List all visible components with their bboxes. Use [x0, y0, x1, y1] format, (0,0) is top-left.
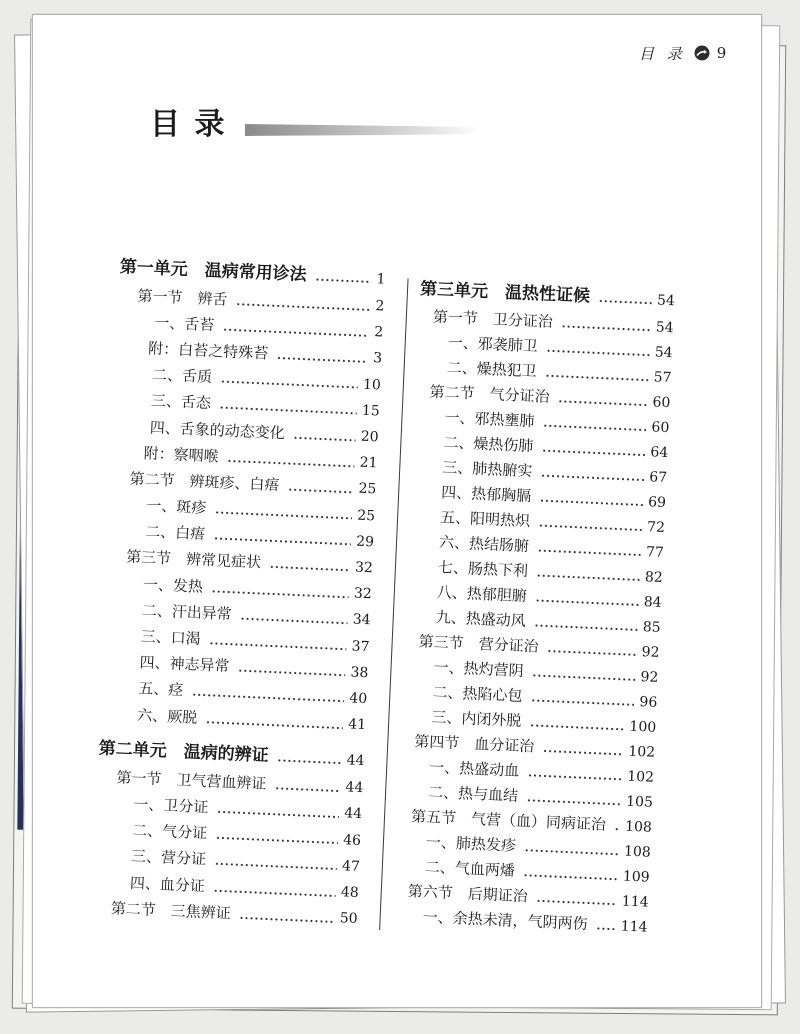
dot-leader: [534, 623, 637, 631]
toc-entry-title: 一、余热未清，气阴两伤: [422, 907, 588, 934]
toc-page-number: 114: [621, 893, 649, 911]
toc-entry-title: 一、发热: [142, 574, 204, 596]
dot-leader: [525, 848, 619, 856]
toc-entry-title: 第六节 后期证治: [407, 882, 529, 906]
toc-entry-title: 一、肺热发疹: [425, 832, 517, 855]
dot-leader: [277, 759, 341, 766]
toc-entry-title: 三、舌态: [150, 391, 212, 413]
dot-leader: [546, 349, 649, 357]
toc-entry-title: 二、白痦: [144, 522, 206, 544]
toc-entry-title: 第三节 辨常见症状: [125, 548, 262, 572]
toc-entry-title: 附：察咽喉: [143, 443, 220, 466]
toc-entry-title: 第二节 气分证治: [429, 382, 550, 406]
dot-leader: [558, 399, 647, 407]
dot-leader: [547, 649, 636, 657]
toc-page-number: 37: [351, 638, 370, 655]
toc-entry-title: 三、口渴: [140, 627, 202, 648]
toc-entry-title: 附：白苔之特殊苔: [147, 339, 269, 363]
toc-entry-title: 第一节 卫气营血辨证: [116, 768, 267, 793]
toc-page-number: 44: [346, 752, 365, 769]
toc-entry-title: 一、斑疹: [146, 496, 207, 518]
dot-leader: [223, 327, 369, 337]
toc-page-number: 2: [375, 298, 385, 315]
toc-entry-title: 一、热灼营阴: [433, 658, 524, 680]
toc-entry-title: 二、热与血结: [427, 782, 519, 805]
running-header: [639, 42, 726, 64]
dot-leader: [532, 673, 635, 681]
toc-page-number: 92: [641, 643, 660, 661]
toc-left-column: [91, 253, 386, 932]
toc-page-number: 67: [648, 468, 668, 486]
running-header-label: 目 录: [639, 44, 686, 63]
toc-page-number: 20: [360, 428, 379, 446]
toc-entry-title: 第三节 营分证治: [418, 632, 540, 656]
toc-entry-title: 四、神志异常: [139, 653, 230, 676]
toc-entry-title: 四、热郁胸膈: [440, 483, 532, 506]
toc-page-number: 32: [353, 585, 373, 603]
dot-leader: [540, 499, 643, 507]
dot-leader: [215, 510, 352, 520]
table-of-contents: [91, 257, 679, 946]
toc-page-number: 41: [347, 716, 367, 734]
toc-page-number: 25: [357, 507, 376, 524]
toc-page-number: 60: [652, 393, 671, 411]
dot-leader: [543, 424, 646, 432]
toc-entry-title: 第一节 卫分证治: [432, 307, 554, 331]
toc-page-number: 84: [643, 593, 663, 611]
dot-leader: [315, 278, 371, 284]
toc-entry-title: 二、汗出异常: [141, 601, 233, 624]
toc-page-number: 50: [339, 910, 358, 928]
dot-leader: [220, 406, 357, 416]
toc-entry-title: 一、邪袭肺卫: [447, 333, 539, 356]
toc-entry-title: 七、肠热下利: [437, 558, 529, 581]
dot-leader: [212, 589, 349, 599]
dot-leader: [206, 720, 343, 730]
toc-entry-title: 三、肺热腑实: [441, 458, 533, 481]
dot-leader: [596, 926, 615, 931]
dot-leader: [541, 474, 644, 482]
toc-entry-title: 三、营分证: [130, 847, 207, 869]
toc-page-number: 54: [656, 291, 676, 309]
toc-page-number: 77: [645, 543, 665, 561]
dot-leader: [527, 798, 621, 806]
toc-page-number: 69: [647, 493, 667, 511]
dot-leader: [215, 862, 337, 871]
dot-leader: [236, 302, 370, 312]
dot-leader: [216, 836, 338, 845]
toc-entry-title: 三、内闭外脱: [431, 708, 522, 730]
title-decoration-bar: [245, 124, 480, 136]
toc-entry-title: 一、热盛动血: [428, 757, 520, 780]
toc-entry-title: 一、舌苔: [154, 313, 215, 334]
dot-leader: [238, 669, 345, 678]
dot-leader: [217, 810, 339, 819]
toc-page-number: 1: [376, 270, 386, 288]
toc-entry-title: 二、热陷心包: [432, 683, 523, 705]
toc-entry-title: 九、热盛动风: [435, 608, 527, 631]
toc-page-number: 10: [362, 376, 382, 394]
dot-leader: [539, 524, 642, 532]
toc-entry-title: 第一节 辨舌: [137, 286, 228, 309]
toc-entry-title: 第一单元 温病常用诊法: [119, 257, 308, 286]
toc-entry-title: 第四节 血分证治: [413, 732, 535, 756]
dot-leader: [209, 641, 346, 651]
toc-page-number: 100: [629, 718, 657, 736]
dot-leader: [192, 693, 344, 704]
dot-leader: [528, 773, 622, 781]
toc-entry-title: 二、舌质: [151, 365, 213, 387]
toc-page-number: 44: [343, 805, 363, 823]
toc-page-number: 102: [628, 743, 656, 761]
toc-entry-title: 第三单元 温热性证候: [419, 279, 591, 307]
toc-page-number: 29: [355, 533, 375, 551]
toc-page-number: 96: [639, 693, 658, 711]
toc-page-number: 15: [361, 402, 381, 420]
toc-page-number: 82: [644, 568, 664, 586]
toc-page-number: 108: [624, 818, 653, 836]
toc-page-number: 21: [359, 454, 378, 472]
toc-entry-title: 五、痉: [138, 679, 184, 700]
toc-page-number: 47: [341, 858, 361, 875]
toc-entry-title: 四、血分证: [129, 873, 206, 895]
toc-page-number: 114: [620, 917, 648, 936]
toc-entry-title: 二、燥热犯卫: [446, 358, 538, 381]
dot-leader: [537, 573, 640, 581]
dot-leader: [538, 549, 641, 557]
page-number: 9: [716, 44, 727, 62]
toc-entry-title: 六、热结肠腑: [438, 533, 530, 556]
toc-entry-title: 第二节 三焦辨证: [110, 898, 232, 923]
toc-page-number: 72: [646, 518, 666, 536]
toc-entry-title: 第二单元 温病的辨证: [98, 738, 270, 767]
toc-page-number: 102: [626, 768, 655, 786]
toc-right-column: [392, 275, 675, 940]
dot-leader: [240, 616, 347, 625]
toc-entry-title: 八、热郁胆腑: [436, 583, 528, 606]
toc-page-number: 3: [372, 350, 383, 367]
toc-page-number: 40: [349, 690, 368, 708]
toc-page-number: 32: [354, 559, 374, 577]
dot-leader: [543, 749, 623, 756]
dot-leader: [227, 459, 354, 469]
dot-leader: [288, 487, 353, 494]
toc-page-number: 44: [345, 779, 364, 797]
toc-entry-title: 二、气分证: [131, 821, 208, 843]
toc-page-number: 34: [352, 611, 371, 629]
dot-leader: [536, 899, 616, 906]
toc-page-number: 57: [653, 368, 672, 386]
dot-leader: [239, 916, 334, 924]
toc-page-number: 48: [340, 884, 360, 902]
dot-leader: [293, 435, 355, 442]
dot-leader: [221, 380, 358, 390]
toc-entry-title: 二、气血两燔: [424, 857, 516, 880]
dot-leader: [277, 356, 368, 364]
toc-page-number: 46: [342, 831, 362, 849]
toc-entry-title: 第五节 气营（血）同病证治: [410, 807, 607, 834]
dot-leader: [545, 374, 648, 382]
toc-page-number: 64: [650, 443, 669, 461]
toc-page-number: 109: [622, 868, 651, 886]
dot-leader: [214, 537, 351, 547]
toc-page-number: 54: [654, 343, 673, 361]
dot-leader: [536, 598, 639, 606]
toc-page-number: 25: [358, 481, 377, 498]
dot-leader: [615, 827, 620, 831]
toc-entry-title: 一、卫分证: [132, 795, 209, 817]
dot-leader: [542, 449, 645, 457]
toc-page-number: 108: [623, 843, 652, 861]
page-title: 目 录: [150, 107, 227, 142]
dot-leader: [531, 698, 634, 706]
toc-page-number: 38: [350, 664, 369, 681]
toc-entry-title: 二、燥热伤肺: [443, 433, 534, 456]
toc-page-number: 54: [655, 318, 675, 336]
dot-leader: [275, 786, 340, 793]
dot-leader: [270, 565, 350, 572]
arrow-circle-icon: [694, 45, 710, 61]
toc-entry-title: 一、邪热壅肺: [444, 408, 535, 431]
toc-page-number: 60: [651, 418, 670, 436]
dot-leader: [599, 299, 652, 305]
toc-entry-title: 六、厥脱: [136, 705, 198, 727]
toc-entry-title: 五、阳明热炽: [439, 508, 531, 531]
dot-leader: [214, 888, 336, 897]
toc-page-number: 92: [640, 668, 659, 686]
toc-page-number: 85: [642, 618, 661, 636]
contents-page: [32, 14, 762, 1008]
toc-entry-title: 第二节 辨斑疹、白痦: [129, 469, 280, 495]
dot-leader: [562, 324, 651, 332]
toc-page-number: 2: [373, 324, 384, 341]
toc-entry-title: 四、舌象的动态变化: [149, 417, 286, 442]
toc-page-number: 105: [625, 793, 654, 811]
dot-leader: [524, 873, 618, 881]
dot-leader: [530, 723, 624, 731]
